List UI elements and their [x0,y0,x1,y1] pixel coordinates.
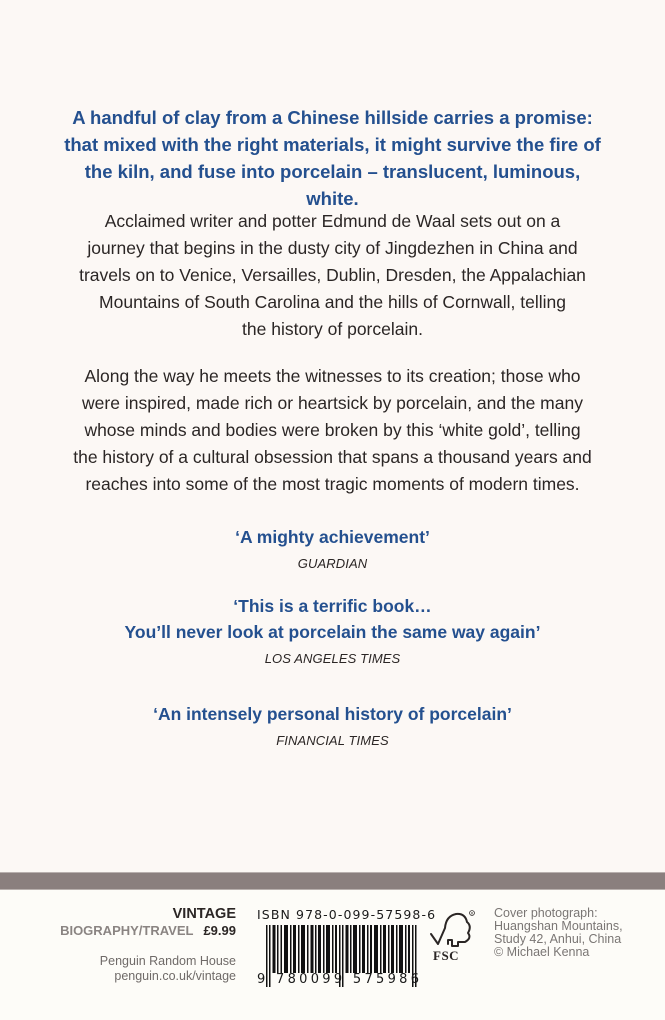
category-label: BIOGRAPHY/TRAVEL [60,923,194,938]
review-quote-guardian [40,524,625,571]
quote-text: ‘This is a terrific book… [233,596,432,616]
quote-source: GUARDIAN [297,556,368,571]
publisher-name: Penguin Random House [99,954,236,968]
svg-text:R: R [470,911,474,916]
paragraph-line: Acclaimed writer and potter Edmund de Waal sets out on a [104,211,561,231]
isbn-label: ISBN 978-0-099-57598-6 [257,907,437,922]
lead-line: that mixed with the right materials, it might survive the fire of [64,134,601,155]
isbn-block [257,907,437,987]
barcode [257,925,423,987]
description-paragraph-1 [60,208,605,343]
description-paragraph-2 [60,363,605,498]
credit-line: Study 42, Anhui, China [494,932,622,946]
paragraph-line: whose minds and bodies were broken by this ‘white gold’, telling [84,420,581,440]
barcode-digits-left: 780099 [276,972,346,987]
credit-line: Cover photograph: [494,906,598,920]
paragraph-line: the history of porcelain. [242,319,423,339]
paragraph-line: were inspired, made rich or heartsick by porcelain, and the many [82,393,583,413]
divider-band [0,872,665,890]
review-quote-la-times [40,593,625,666]
credit-line: Huangshan Mountains, [494,919,623,933]
publisher-info [16,954,236,984]
paragraph-line: travels on to Venice, Versailles, Dublin, Dresden, the Appalachian [79,265,586,285]
quote-text: ‘A mighty achievement’ [235,527,430,547]
quote-text: ‘An intensely personal history of porcelain’ [153,704,512,724]
quote-text: You’ll never look at porcelain the same way again’ [124,622,541,642]
cover-photo-credit [494,907,659,959]
barcode-digit-first: 9 [257,972,269,987]
paragraph-line: Mountains of South Carolina and the hills of Cornwall, telling [99,292,566,312]
lead-line: A handful of clay from a Chinese hillside carries a promise: [72,107,593,128]
price-label: £9.99 [203,923,236,938]
category-price-row [16,923,236,939]
barcode-digits-right: 575986 [352,972,423,987]
lead-line: the kiln, and fuse into porcelain – translucent, luminous, white. [84,161,581,209]
publisher-website: penguin.co.uk/vintage [114,969,236,983]
imprint-name: VINTAGE [172,906,236,922]
review-quote-financial-times [40,701,625,748]
paragraph-line: journey that begins in the dusty city of Jingdezhen in China and [87,238,578,258]
credit-line: © Michael Kenna [494,945,590,959]
quote-source: LOS ANGELES TIMES [264,651,401,666]
lead-blurb [60,104,605,212]
barcode-number [257,973,422,987]
paragraph-line: Along the way he meets the witnesses to its creation; those who [84,366,581,386]
fsc-label: FSC [433,948,460,963]
paragraph-line: the history of a cultural obsession that spans a thousand years and [73,447,592,467]
cover-footer [0,890,665,1020]
paragraph-line: reaches into some of the most tragic moments of modern times. [85,474,580,494]
publisher-block [16,906,236,984]
quote-source: FINANCIAL TIMES [276,733,389,748]
